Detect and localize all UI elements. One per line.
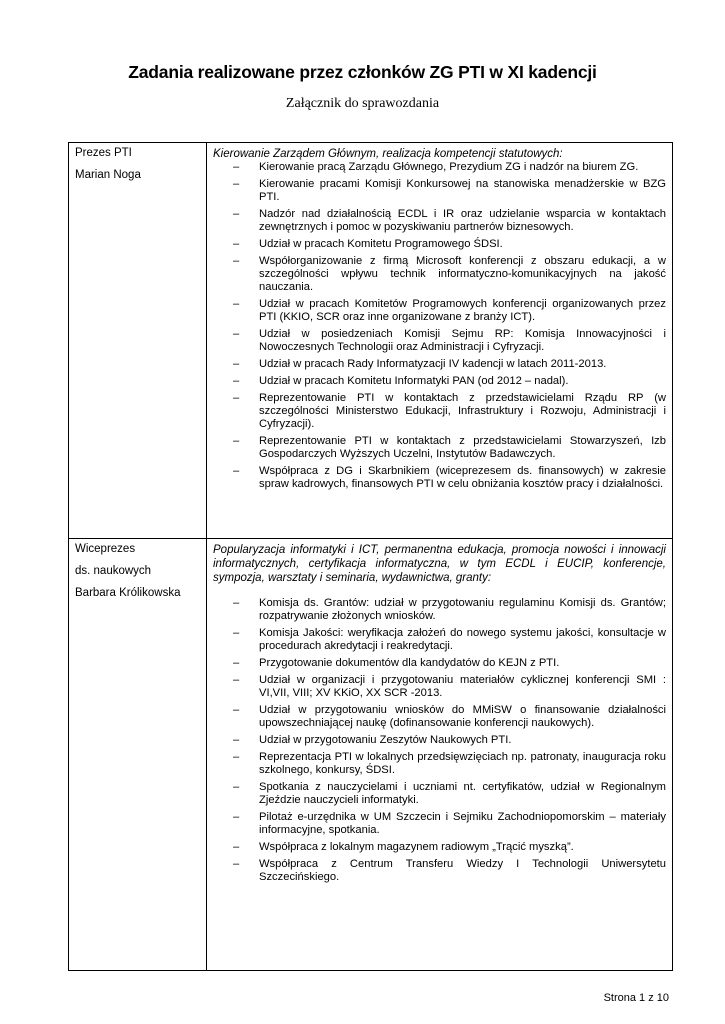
task-item xyxy=(219,238,666,251)
task-text: Reprezentowanie PTI w kontaktach z przedstawicielami Rządu RP (w szczególności Ministerstwo Edukacji, Infrastruktury i Rozwoju, Administracji i Cyfryzacji). xyxy=(259,392,666,430)
task-item xyxy=(219,298,666,324)
task-text: Nadzór nad działalnością ECDL i IR oraz udzielanie wsparcia w kontaktach zewnętrznych i pomoc w pozyskiwaniu partnerów biznesowych. xyxy=(259,208,666,233)
task-list xyxy=(213,161,666,491)
task-text: Przygotowanie dokumentów dla kandydatów do KEJN z PTI. xyxy=(259,657,560,669)
task-item xyxy=(219,358,666,371)
task-item xyxy=(219,255,666,294)
dash-bullet-icon: – xyxy=(233,597,240,609)
member-line: Marian Noga xyxy=(75,169,141,181)
task-text: Reprezentowanie PTI w kontaktach z przedstawicielami Stowarzyszeń, Izb Gospodarczych Wyższych Uczelni, Instytutów Badawczych. xyxy=(259,435,666,460)
member-row xyxy=(69,143,673,539)
task-item xyxy=(219,375,666,388)
task-item xyxy=(219,858,666,884)
page-number: Strona 1 z 10 xyxy=(603,992,669,1004)
task-text: Spotkania z nauczycielami i uczniami nt. certyfikatów, udział w Regionalnym Zjeździe nauczycieli informatyki. xyxy=(259,781,666,806)
task-item xyxy=(219,674,666,700)
member-line: ds. naukowych xyxy=(75,565,152,577)
task-text: Udział w pracach Komitetów Programowych konferencji organizowanych przez PTI (KKIO, SCR oraz inne organizowane z branży ICT). xyxy=(259,298,666,323)
task-item xyxy=(219,734,666,747)
dash-bullet-icon: – xyxy=(233,858,240,870)
dash-bullet-icon: – xyxy=(233,751,240,763)
task-text: Współpraca z lokalnym magazynem radiowym „Trącić myszką”. xyxy=(259,841,574,853)
dash-bullet-icon: – xyxy=(233,657,240,669)
dash-bullet-icon: – xyxy=(233,734,240,746)
task-item xyxy=(219,435,666,461)
task-text: Udział w organizacji i przygotowaniu materiałów cyklicznej konferencji SMI : VI,VII, VIII; XV KKiO, XX SCR -2013. xyxy=(259,674,666,699)
dash-bullet-icon: – xyxy=(233,208,240,220)
member-row xyxy=(69,539,673,971)
task-item xyxy=(219,161,666,174)
dash-bullet-icon: – xyxy=(233,674,240,686)
dash-bullet-icon: – xyxy=(233,811,240,823)
responsibilities-cell xyxy=(207,143,673,539)
dash-bullet-icon: – xyxy=(233,627,240,639)
task-item xyxy=(219,392,666,431)
dash-bullet-icon: – xyxy=(233,178,240,190)
task-text: Udział w posiedzeniach Komisji Sejmu RP: Komisja Innowacyjności i Nowoczesnych Technologii oraz Administracji i Cyfryzacji. xyxy=(259,328,666,353)
tasks-table xyxy=(68,142,673,971)
dash-bullet-icon: – xyxy=(233,255,240,267)
task-item xyxy=(219,751,666,777)
task-text: Kierowanie pracą Zarządu Głównego, Prezydium ZG i nadzór na biurem ZG. xyxy=(259,161,639,173)
task-text: Udział w przygotowaniu Zeszytów Naukowych PTI. xyxy=(259,734,512,746)
task-item xyxy=(219,841,666,854)
responsibilities-cell xyxy=(207,539,673,971)
task-text: Pilotaż e-urzędnika w UM Szczecin i Sejmiku Zachodniopomorskim – materiały informacyjne, spotkania. xyxy=(259,811,666,836)
dash-bullet-icon: – xyxy=(233,161,240,173)
dash-bullet-icon: – xyxy=(233,358,240,370)
task-text: Udział w pracach Komitetu Programowego ŚDSI. xyxy=(259,238,503,250)
task-item xyxy=(219,781,666,807)
task-item xyxy=(219,597,666,623)
dash-bullet-icon: – xyxy=(233,841,240,853)
task-list xyxy=(213,597,666,884)
task-text: Kierowanie pracami Komisji Konkursowej na stanowiska menadżerskie w BZG PTI. xyxy=(259,178,666,203)
dash-bullet-icon: – xyxy=(233,465,240,477)
task-item xyxy=(219,657,666,670)
member-line: Barbara Królikowska xyxy=(75,587,181,599)
member-cell xyxy=(69,539,207,971)
task-text: Udział w pracach Komitetu Informatyki PAN (od 2012 – nadal). xyxy=(259,375,569,387)
member-line: Wiceprezes xyxy=(75,543,136,555)
dash-bullet-icon: – xyxy=(233,238,240,250)
task-text: Reprezentacja PTI w lokalnych przedsięwzięciach np. patronaty, inauguracja roku szkolnego, konkursy, ŚDSI. xyxy=(259,751,666,776)
task-item xyxy=(219,704,666,730)
task-item xyxy=(219,208,666,234)
dash-bullet-icon: – xyxy=(233,704,240,716)
task-text: Komisja Jakości: weryfikacja założeń do nowego systemu jakości, konsultacje w procedurach akredytacji i reakredytacji. xyxy=(259,627,666,652)
task-text: Współpraca z Centrum Transferu Wiedzy I Technologii Uniwersytetu Szczecińskiego. xyxy=(259,858,666,883)
dash-bullet-icon: – xyxy=(233,298,240,310)
responsibilities-heading: Popularyzacja informatyki i ICT, permanentna edukacja, promocja nowości i innowacji informatycznych, certyfikacja informatyczna, w tym ECDL i EUCIP, konferencje, sympozja, warsztaty i seminaria, wydawnictwa, granty: xyxy=(213,544,666,584)
document-subtitle: Załącznik do sprawozdania xyxy=(285,96,440,111)
dash-bullet-icon: – xyxy=(233,781,240,793)
document-title: Zadania realizowane przez członków ZG PTI w XI kadencji xyxy=(128,62,597,82)
dash-bullet-icon: – xyxy=(233,375,240,387)
task-text: Komisja ds. Grantów: udział w przygotowaniu regulaminu Komisji ds. Grantów; rozpatrywanie złożonych wniosków. xyxy=(259,597,666,622)
task-text: Współpraca z DG i Skarbnikiem (wiceprezesem ds. finansowych) w zakresie spraw kadrowych, finansowych PTI w celu obniżania kosztów pracy i działalności. xyxy=(259,465,666,490)
member-line: Prezes PTI xyxy=(75,147,132,159)
task-text: Udział w przygotowaniu wniosków do MMiSW o finansowanie działalności upowszechniającej naukę (dofinansowanie konferencji naukowych). xyxy=(259,704,666,729)
task-item xyxy=(219,811,666,837)
dash-bullet-icon: – xyxy=(233,435,240,447)
dash-bullet-icon: – xyxy=(233,328,240,340)
dash-bullet-icon: – xyxy=(233,392,240,404)
task-item xyxy=(219,328,666,354)
member-cell xyxy=(69,143,207,539)
task-item xyxy=(219,627,666,653)
task-text: Współorganizowanie z firmą Microsoft konferencji z obszaru edukacji, a w szczególności wpływu technik informatyczno-komunikacyjnych na jakość nauczania. xyxy=(259,255,666,293)
responsibilities-heading: Kierowanie Zarządem Głównym, realizacja kompetencji statutowych: xyxy=(213,148,563,160)
task-item xyxy=(219,178,666,204)
task-text: Udział w pracach Rady Informatyzacji IV kadencji w latach 2011-2013. xyxy=(259,358,607,370)
task-item xyxy=(219,465,666,491)
